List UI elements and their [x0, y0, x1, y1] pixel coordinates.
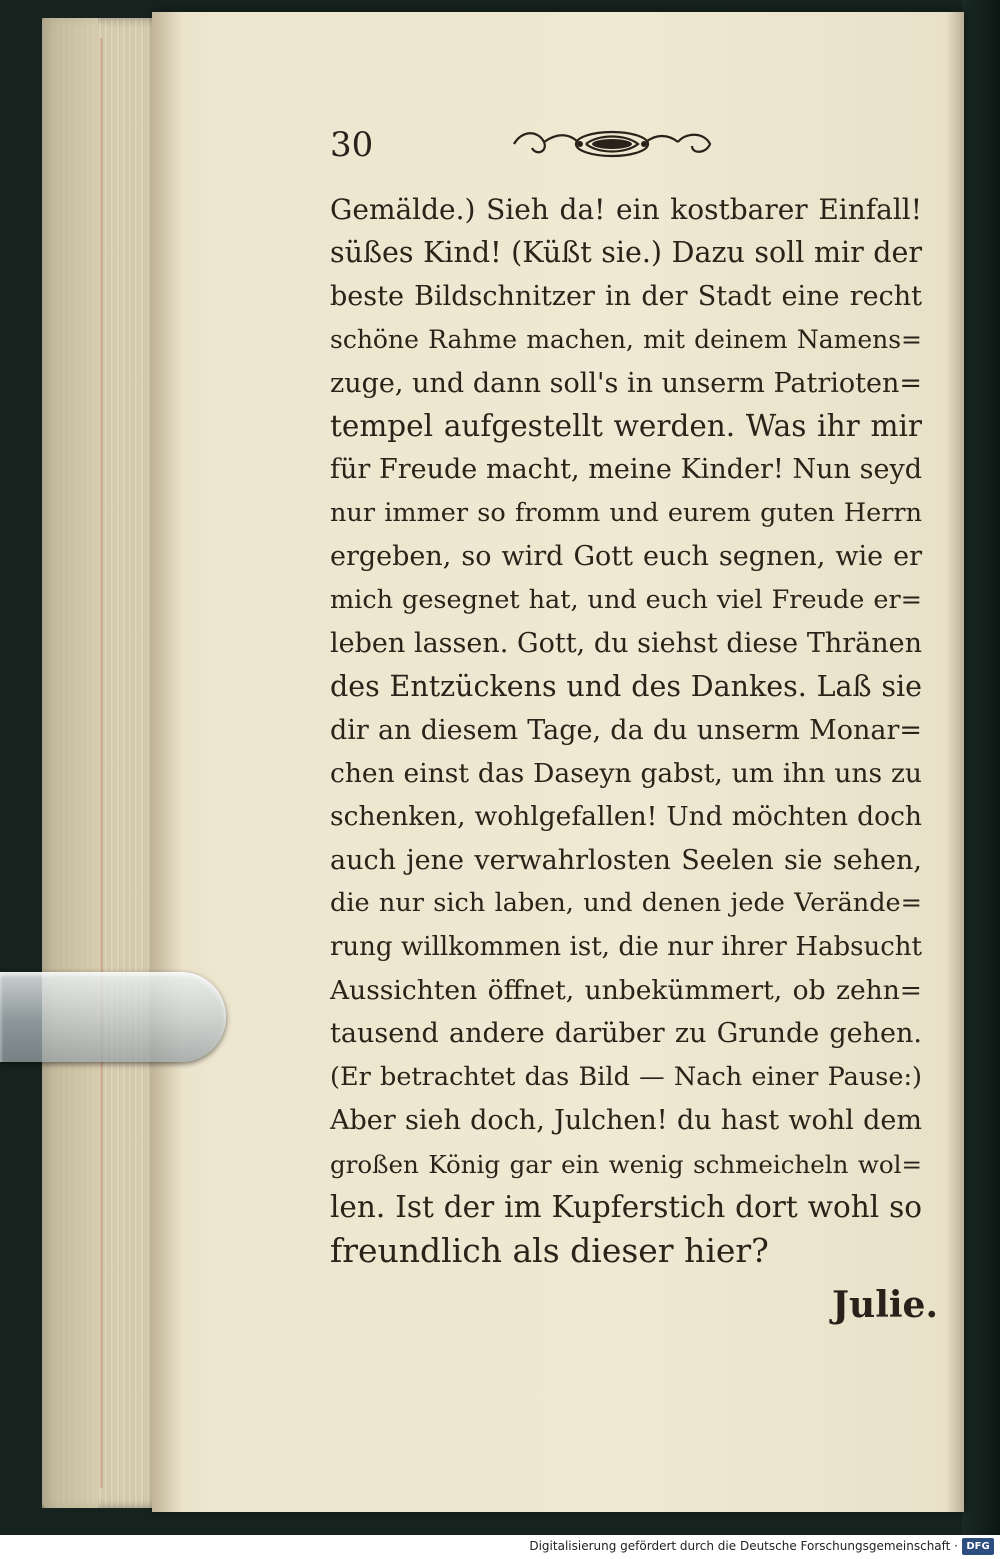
- text-line: nur immer so fromm und eurem guten Herrn: [330, 497, 922, 528]
- page-holder-clip: [0, 972, 226, 1062]
- catchword: Julie.: [832, 1284, 938, 1326]
- text-line: mich gesegnet hat, und euch viel Freude er=: [330, 584, 922, 615]
- digitization-credit: Digitalisierung gefördert durch die Deutsche Forschungsgemeinschaft ·: [529, 1539, 958, 1553]
- dfg-logo-icon: DFG: [962, 1538, 994, 1555]
- text-line: zuge, und dann soll's in unserm Patrioten=: [330, 367, 922, 399]
- text-line: für Freude macht, meine Kinder! Nun seyd: [330, 454, 922, 486]
- stage-direction-line: (Er betrachtet das Bild — Nach einer Pause:): [330, 1061, 922, 1092]
- text-line: rung willkommen ist, die nur ihrer Habsucht: [330, 931, 922, 962]
- text-line: tempel aufgestellt werden. Was ihr mir: [330, 408, 922, 443]
- text-line: schenken, wohlgefallen! Und möchten doch: [330, 801, 922, 833]
- book-cover-edge: [962, 0, 1000, 1535]
- text-line: ergeben, so wird Gott euch segnen, wie er: [330, 541, 922, 573]
- text-line: beste Bildschnitzer in der Stadt eine recht: [330, 280, 922, 312]
- body-text: [330, 188, 922, 1273]
- text-line: leben lassen. Gott, du siehst diese Thränen: [330, 627, 922, 659]
- page-edges: [42, 18, 167, 1508]
- text-line: schöne Rahme machen, mit deinem Namens=: [330, 325, 922, 355]
- text-line: len. Ist der im Kupferstich dort wohl so: [330, 1189, 922, 1224]
- text-line: auch jene verwahrlosten Seelen sie sehen,: [330, 844, 922, 876]
- text-line: Gemälde.) Sieh da! ein kostbarer Einfall!: [330, 193, 922, 226]
- text-line: freundlich als dieser hier?: [330, 1231, 769, 1271]
- text-line: dir an diesem Tage, da du unserm Monar=: [330, 714, 922, 746]
- text-line: die nur sich laben, und denen jede Verände=: [330, 888, 922, 919]
- text-line: Aber sieh doch, Julchen! du hast wohl dem: [330, 1105, 922, 1137]
- page-number: 30: [330, 125, 374, 165]
- text-line: süßes Kind! (Küßt sie.) Dazu soll mir der: [330, 236, 922, 270]
- header-ornament: [508, 122, 718, 166]
- text-line: tausend andere darüber zu Grunde gehen.: [330, 1018, 922, 1050]
- text-line: chen einst das Daseyn gabst, um ihn uns zu: [330, 758, 922, 790]
- text-line: großen König gar ein wenig schmeicheln wol=: [330, 1149, 922, 1179]
- text-line: des Entzückens und des Dankes. Laß sie: [330, 670, 922, 704]
- footer-bar: [0, 1535, 1000, 1559]
- text-line: Aussichten öffnet, unbekümmert, ob zehn=: [330, 975, 922, 1007]
